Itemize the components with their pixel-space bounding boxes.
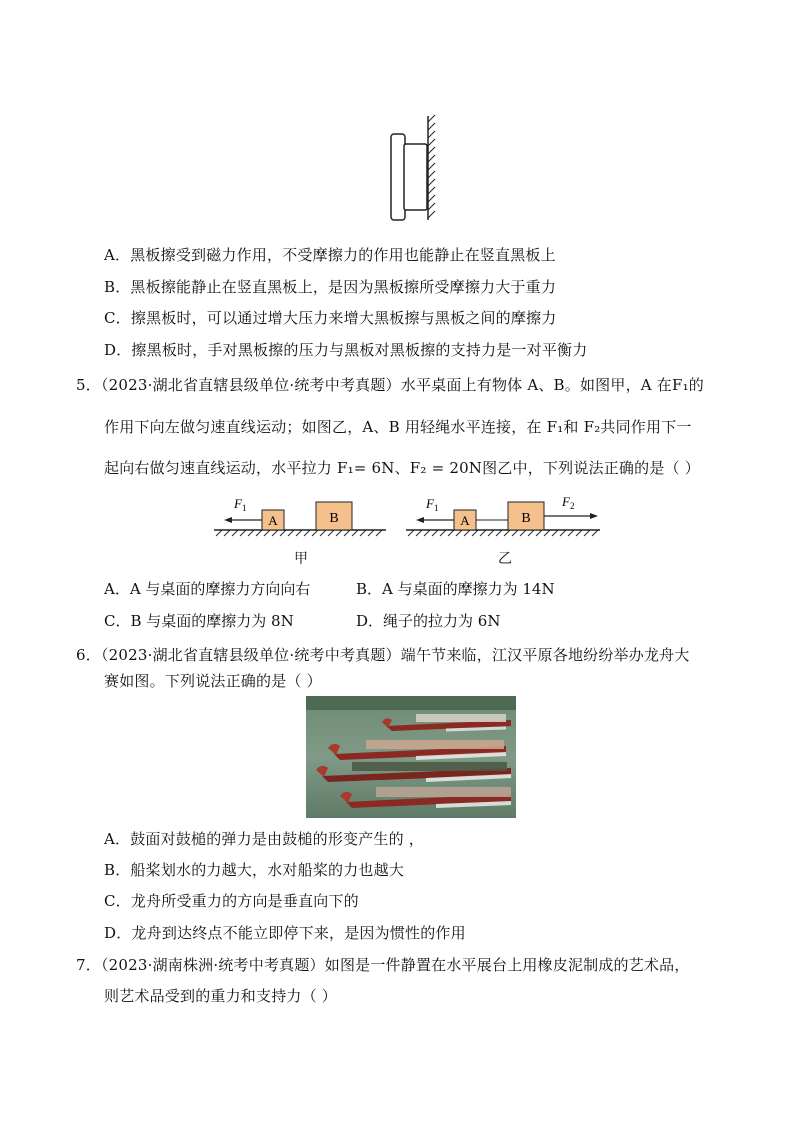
q6-stem-line2: 赛如图。下列说法正确的是（ ） bbox=[104, 672, 322, 690]
q5-option-a: A．A 与桌面的摩擦力方向向右 bbox=[104, 580, 311, 598]
fig-right-f2-sub: 2 bbox=[570, 501, 575, 511]
q6-option-c: C．龙舟所受重力的方向是垂直向下的 bbox=[104, 892, 359, 910]
q6-option-b: B．船桨划水的力越大，水对船桨的力也越大 bbox=[104, 861, 405, 879]
q4-option-a: A．黑板擦受到磁力作用，不受摩擦力的作用也能静止在竖直黑板上 bbox=[104, 246, 556, 264]
fig-right-f2-label: F bbox=[562, 494, 570, 509]
q4-option-d: D．擦黑板时，手对黑板擦的压力与黑板对黑板擦的支持力是一对平衡力 bbox=[104, 341, 588, 359]
figure-caption-left: 甲 bbox=[294, 551, 308, 567]
fig-right-block-b-label: B bbox=[521, 511, 531, 526]
fig-right-f1-sub: 1 bbox=[434, 503, 439, 513]
figure-caption-right: 乙 bbox=[498, 551, 512, 567]
q4-option-c: C．擦黑板时，可以通过增大压力来增大黑板擦与黑板之间的摩擦力 bbox=[104, 309, 557, 327]
q5-option-d: D．绳子的拉力为 6N bbox=[356, 612, 501, 630]
fig-right-block-a-label: A bbox=[460, 513, 470, 528]
q4-option-b: B．黑板擦能静止在竖直黑板上，是因为黑板擦所受摩擦力大于重力 bbox=[104, 278, 557, 296]
fig-right-f1-label: F bbox=[426, 496, 434, 511]
q6-option-a: A．鼓面对鼓槌的弹力是由鼓槌的形变产生的 ， bbox=[104, 830, 425, 848]
q7-stem-line2: 则艺术品受到的重力和支持力（ ） bbox=[104, 987, 337, 1005]
fig-left-block-b-label: B bbox=[329, 511, 339, 526]
fig-left-f1-label: F bbox=[234, 496, 242, 511]
q7-stem-line1: 7．（2023·湖南株洲·统考中考真题）如图是一件静置在水平展台上用橡皮泥制成的艺术品， bbox=[76, 956, 690, 974]
fig-left-block-a-label: A bbox=[268, 513, 278, 528]
q5-option-b: B．A 与桌面的摩擦力为 14N bbox=[356, 580, 555, 598]
blocks-figure bbox=[210, 492, 610, 544]
q5-stem-line2: 作用下向左做匀速直线运动；如图乙，A、B 用轻绳水平连接，在 F₁和 F₂共同作用下一 bbox=[104, 418, 692, 436]
eraser-wall-figure bbox=[380, 112, 440, 224]
q6-stem-line1: 6．（2023·湖北省直辖县级单位·统考中考真题）端午节来临，江汉平原各地纷纷举办龙舟大 bbox=[76, 646, 690, 664]
fig-left-f1-sub: 1 bbox=[242, 503, 247, 513]
q5-option-c: C．B 与桌面的摩擦力为 8N bbox=[104, 612, 294, 630]
dragon-boat-photo bbox=[306, 696, 516, 818]
q6-option-d: D．龙舟到达终点不能立即停下来，是因为惯性的作用 bbox=[104, 924, 466, 942]
q5-stem-line3: 起向右做匀速直线运动，水平拉力 F₁= 6N、F₂ = 20N图乙中，下列说法正确的是（ ） bbox=[104, 459, 700, 477]
q5-stem-line1: 5．（2023·湖北省直辖县级单位·统考中考真题）水平桌面上有物体 A、B。如图甲，A 在F₁的 bbox=[76, 376, 705, 394]
